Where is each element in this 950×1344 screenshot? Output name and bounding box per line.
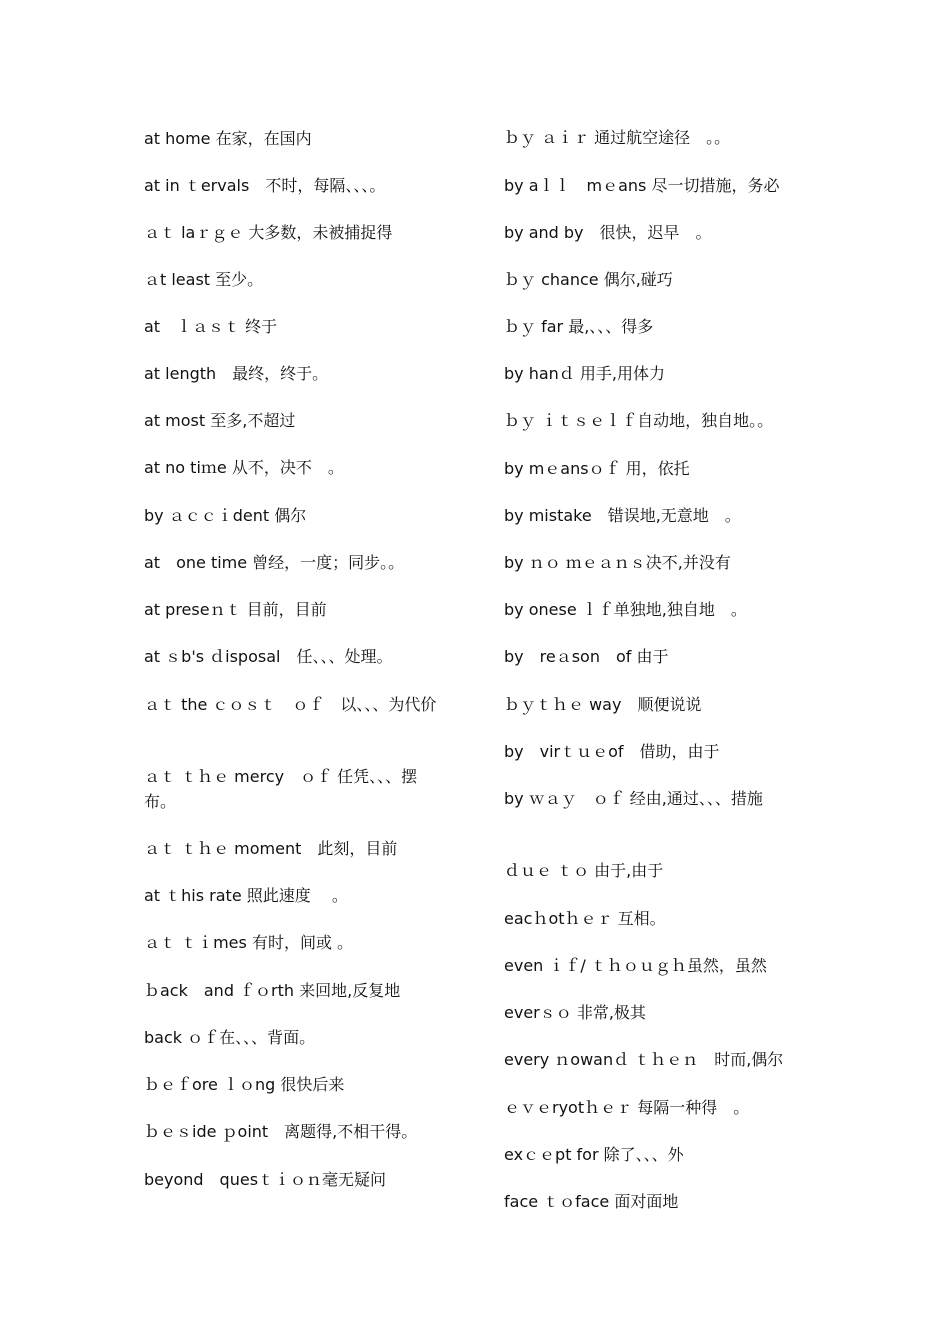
phrase-entry: at ｌａｓｔ 终于	[144, 317, 278, 336]
phrase-entry: face ｔｏface 面对面地	[504, 1192, 679, 1211]
phrase-entry: ａｔ ｔｈｅ mercy ｏｆ 任凭、、、摆布。	[144, 767, 418, 811]
phrase-entry: at ｔhis rate 照此速度 。	[144, 886, 348, 905]
phrase-entry: at most 至多,不超过	[144, 411, 296, 430]
phrase-entry: at in ｔervals 不时，每隔、、、。	[144, 176, 386, 195]
phrase-entry: ｂｙ chance 偶尔,碰巧	[504, 270, 673, 289]
phrase-entry: at no tiｍe 从不，决不 。	[144, 458, 344, 477]
phrase-entry: ｂｅｓide ｐoint 离题得,不相干得。	[144, 1122, 418, 1141]
phrase-entry: ｂack and ｆｏrth 来回地,反复地	[144, 981, 401, 1000]
phrase-entry: ｂｙ ａｉｒ 通过航空途径 。。	[504, 128, 731, 147]
phrase-entry: exｃｅpt for 除了、、、外	[504, 1145, 684, 1164]
phrase-entry: ａt least 至少。	[144, 270, 264, 289]
phrase-entry: ｂｅｆore ｌｏng 很快后来	[144, 1075, 345, 1094]
phrase-entry: ｅｖｅryotｈｅｒ 每隔一种得 。	[504, 1098, 750, 1117]
phrase-entry: ｂｙｔｈｅ way 顺便说说	[504, 695, 702, 714]
phrase-entry: ａｔ the ｃｏｓｔ ｏｆ 以、、、为代价	[144, 695, 437, 714]
phrase-entry: by ｗａｙ ｏｆ 经由,通过、、、措施	[504, 789, 763, 808]
phrase-entry: ｂｙ far 最,、、、得多	[504, 317, 654, 336]
phrase-entry: by ａｃｃｉdent 偶尔	[144, 506, 307, 525]
phrase-entry: by mistake 错误地,无意地 。	[504, 506, 741, 525]
phrase-entry: even ｉｆ/ ｔｈｏｕｇｈ虽然，虽然	[504, 956, 767, 975]
phrase-entry: by and by 很快，迟早 。	[504, 223, 712, 242]
phrase-entry: everｓｏ 非常,极其	[504, 1003, 646, 1022]
phrase-entry: at one time 曾经，一度；同步。。	[144, 553, 405, 572]
phrase-entry: every ｎowanｄ ｔｈｅｎ 时而,偶尔	[504, 1050, 784, 1069]
phrase-entry: at length 最终，终于。	[144, 364, 329, 383]
phrase-entry: eacｈotｈｅｒ 互相。	[504, 909, 666, 928]
phrase-entry: beyond quesｔｉｏｎ毫无疑问	[144, 1170, 387, 1189]
phrase-entry: at ｓb's ｄisposal 任、、、处理。	[144, 647, 393, 666]
phrase-entry: by onese ｌｆ单独地,独自地 。	[504, 600, 747, 619]
phrase-entry: ａｔ ｔｈｅ moment 此刻，目前	[144, 839, 398, 858]
phrase-entry: by aｌｌ mｅans 尽一切措施，务必	[504, 176, 780, 195]
phrase-entry: by virｔｕｅof 借助，由于	[504, 742, 720, 761]
phrase-entry: ａｔ ｔｉmes 有时，间或 。	[144, 933, 354, 952]
phrase-entry: by hanｄ 用手,用体力	[504, 364, 665, 383]
phrase-entry: ｄｕｅ ｔｏ 由于,由于	[504, 861, 664, 880]
phrase-entry: ａｔ laｒｇｅ 大多数，未被捕捉得	[144, 223, 393, 242]
phrase-entry: at preseｎｔ 目前，目前	[144, 600, 327, 619]
phrase-entry: by mｅansｏｆ 用，依托	[504, 459, 690, 478]
phrase-entry: ｂｙ ｉｔｓｅｌｆ自动地，独自地。。	[504, 411, 774, 430]
phrase-entry: by ｎｏ ｍｅａｎｓ决不,并没有	[504, 553, 731, 572]
phrase-entry: by reａson of 由于	[504, 647, 669, 666]
phrase-entry: back ｏｆ在、、、背面。	[144, 1028, 316, 1047]
phrase-entry: at home 在家，在国内	[144, 129, 312, 148]
